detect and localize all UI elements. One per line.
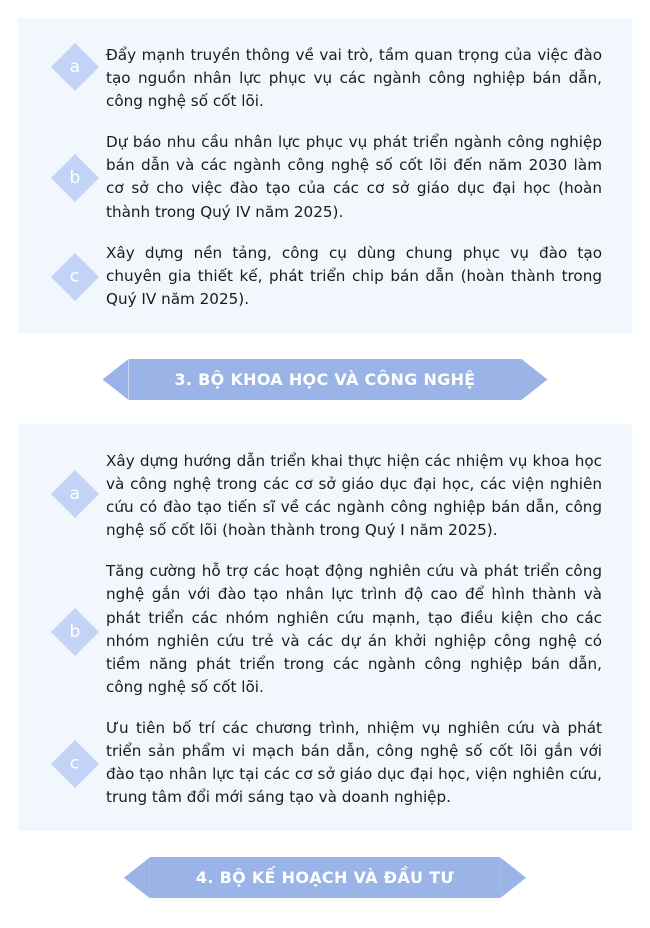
marker-label: a [69,56,81,77]
list-item-text: Đẩy mạnh truyền thông về vai trò, tầm quan trọng của việc đào tạo nguồn nhân lực phục vụ các ngành công nghiệp bán dẫn, công nghệ số cốt lõi. [106,46,602,111]
marker-label: b [69,167,81,188]
list-item [44,131,606,223]
diamond-marker-icon [51,253,99,301]
marker-cell [44,450,106,511]
section-panel-1 [18,18,632,333]
list-item [44,44,606,113]
list-item-text: Dự báo nhu cầu nhân lực phục vụ phát triển ngành công nghiệp bán dẫn và các ngành công nghệ số cốt lõi đến năm 2030 làm cơ sở cho việc đào tạo của các cơ sở giáo dục đại học (hoàn thành trong Quý IV năm 2025). [106,133,602,221]
marker-cell [44,131,106,195]
diamond-marker-icon [51,608,99,656]
section-banner-4: 4. BỘ KẾ HOẠCH VÀ ĐẦU TƯ [150,857,500,898]
bottom-spacer [0,922,650,928]
marker-cell [44,717,106,781]
section-banner-wrap-1 [0,333,650,424]
list-item [44,242,606,311]
marker-cell [44,560,106,649]
marker-label: a [69,483,81,504]
section-panel-2 [18,424,632,831]
marker-cell [44,44,106,84]
list-item-text: Tăng cường hỗ trợ các hoạt động nghiên cứu và phát triển công nghệ gắn với đào tạo nhân lực trình độ cao để hình thành và phát triển các nhóm nghiên cứu mạnh, tạo điều kiện cho các nhóm nghiên cứu trẻ và các dự án khởi nghiệp công nghệ có tiềm năng phát triển trong các ngành công nghiệp bán dẫn, công nghệ số cốt lõi. [106,562,602,696]
section-banner-3: 3. BỘ KHOA HỌC VÀ CÔNG NGHỆ [129,359,522,400]
diamond-marker-icon [51,154,99,202]
top-spacer [0,0,650,18]
marker-label: c [70,753,80,774]
diamond-marker-icon [51,43,99,91]
list-item-text: Xây dựng nền tảng, công cụ dùng chung phục vụ đào tạo chuyên gia thiết kế, phát triển chip bán dẫn (hoàn thành trong Quý IV năm 2025). [106,243,602,308]
list-item-text: Ưu tiên bố trí các chương trình, nhiệm vụ nghiên cứu và phát triển sản phẩm vi mạch bán dẫn, công nghệ số cốt lõi gắn với đào tạo nhân lực tại các cơ sở giáo dục đại học, viện nghiên cứu, trung tâm đổi mới sáng tạo và doanh nghiệp. [106,718,602,807]
list-item [44,717,606,809]
diamond-marker-icon [51,470,99,518]
list-item-text: Xây dựng hướng dẫn triển khai thực hiện các nhiệm vụ khoa học và công nghệ trong các cơ sở giáo dục đại học, các viện nghiên cứu có đào tạo tiến sĩ về các ngành công nghiệp bán dẫn, công nghệ số cốt lõi (hoàn thành trong Quý I năm 2025). [106,451,602,540]
diamond-marker-icon [51,740,99,788]
list-item [44,450,606,542]
list-item [44,560,606,699]
section-banner-wrap-2 [0,831,650,922]
marker-label: b [69,621,81,642]
marker-cell [44,242,106,294]
marker-label: c [70,266,80,287]
